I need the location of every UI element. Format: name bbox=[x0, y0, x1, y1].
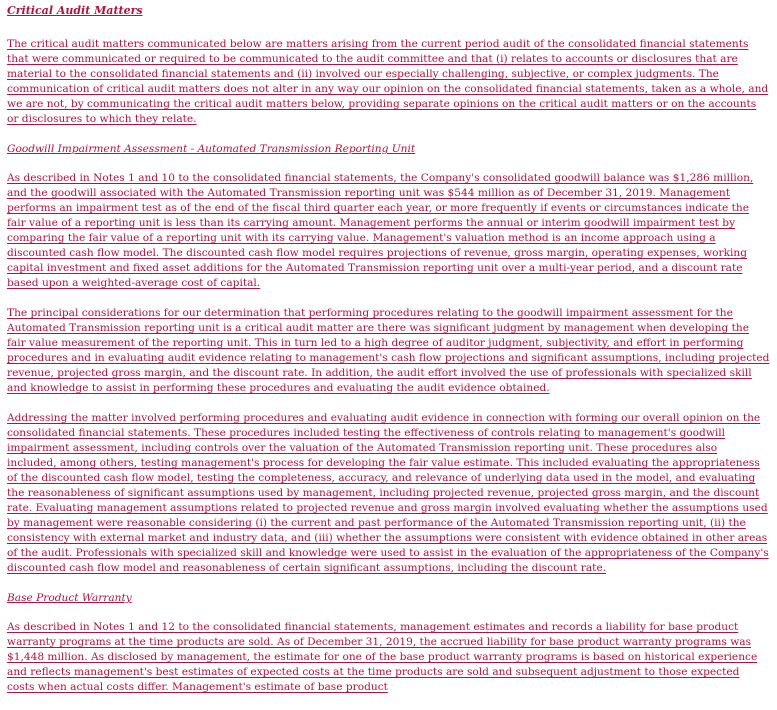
goodwill-section-title: Goodwill Impairment Assessment - Automated Transmission Reporting Unit bbox=[7, 143, 416, 155]
intro-paragraph: The critical audit matters communicated below are matters arising from the current period audit of the consolidated financial statements that were communicated or required to be communicated to the audit committee and that (i) relates to accounts or disclosures that are material to the consolidated financial statements and (ii) involved our especially challenging, subjective, or complex judgments. The communication of critical audit matters does not alter in any way our opinion on the consolidated financial statements, taken as a whole, and we are not, by communicating the critical audit matters below, providing separate opinions on the critical audit matters or on the accounts or disclosures to which they relate. bbox=[7, 38, 769, 125]
critical-audit-matters-heading: Critical Audit Matters bbox=[7, 4, 143, 17]
goodwill-paragraph-3: Addressing the matter involved performing procedures and evaluating audit evidence in connection with forming our overall opinion on the consolidated financial statements. These procedures included testing the effectiveness of controls relating to management's goodwill impairment assessment, including controls over the valuation of the Automated Transmission reporting unit. These procedures also included, among others, testing management's process for developing the fair value estimate. This included evaluating the appropriateness of the discounted cash flow model, testing the completeness, accuracy, and relevance of underlying data used in the model, and evaluating the reasonableness of significant assumptions used by management, including projected revenue, projected gross margin, and the discount rate. Evaluating management assumptions related to projected revenue and gross margin involved evaluating whether the assumptions used by management were reasonable considering (i) the current and past performance of the Automated Transmission reporting unit, (ii) the consistency with external market and industry data, and (iii) whether the assumptions were consistent with evidence obtained in other areas of the audit. Professionals with specialized skill and knowledge were used to assist in the evaluation of the appropriateness of the Company's discounted cash flow model and reasonableness of certain significant assumptions, including the discount rate. bbox=[7, 412, 769, 574]
warranty-section-title: Base Product Warranty bbox=[7, 592, 132, 604]
warranty-paragraph-1: As described in Notes 1 and 12 to the consolidated financial statements, management estimates and records a liability for base product warranty programs at the time products are sold. As of December 31, 2019, the accrued liability for base product warranty programs was $1,448 million. As disclosed by management, the estimate for one of the base product warranty programs is based on historical experience and reflects management's best estimates of expected costs at the time products are sold and subsequent adjustment to those expected costs when actual costs differ. Management's estimate of base product bbox=[7, 621, 758, 693]
goodwill-paragraph-1: As described in Notes 1 and 10 to the consolidated financial statements, the Company's consolidated goodwill balance was $1,286 million, and the goodwill associated with the Automated Transmission reporting unit was $544 million as of December 31, 2019. Management performs an impairment test as of the end of the fiscal third quarter each year, or more frequently if events or circumstances indicate the fair value of a reporting unit is less than its carrying amount. Management performs the annual or interim goodwill impairment test by comparing the fair value of a reporting unit with its carrying value. Management's valuation method is an income approach using a discounted cash flow model. The discounted cash flow model requires projections of revenue, gross margin, operating expenses, working capital investment and fixed asset additions for the Automated Transmission reporting unit over a multi-year period, and a discount rate based upon a weighted-average cost of capital. bbox=[7, 172, 754, 289]
goodwill-paragraph-2: The principal considerations for our determination that performing procedures relating to the goodwill impairment assessment for the Automated Transmission reporting unit is a critical audit matter are there was significant judgment by management when developing the fair value measurement of the reporting unit. This in turn led to a high degree of auditor judgment, subjectivity, and effort in performing procedures and in evaluating audit evidence relating to management's cash flow projections and significant assumptions, including projected revenue, projected gross margin, and the discount rate. In addition, the audit effort involved the use of professionals with specialized skill and knowledge to assist in performing these procedures and evaluating the audit evidence obtained. bbox=[7, 307, 770, 394]
document-body bbox=[7, 3, 770, 710]
